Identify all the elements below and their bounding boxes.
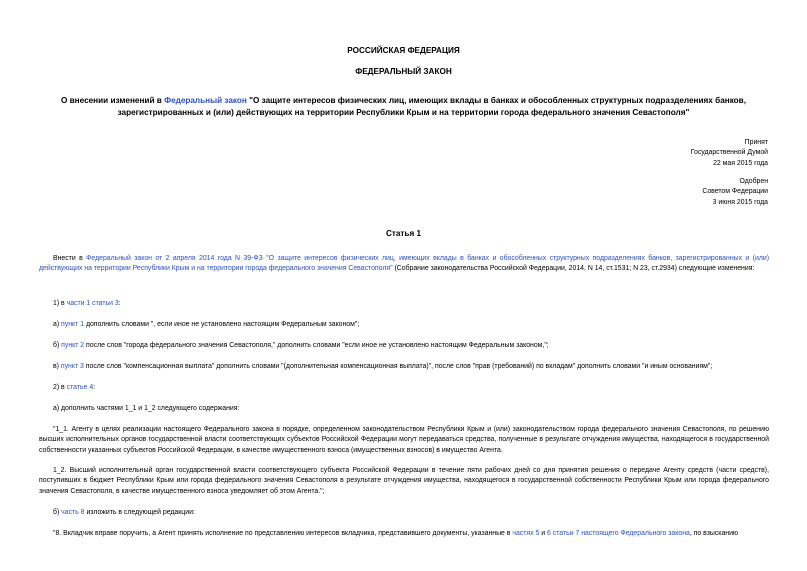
adopted-line2: Государственной Думой xyxy=(690,149,768,157)
article-heading: Статья 1 xyxy=(385,229,422,238)
approved-line1: Одобрен xyxy=(739,178,768,185)
item-1a-post: дополнить словами ", если иное не установлено настоящим Федеральным законом"; xyxy=(84,321,360,328)
intro-post: (Собрание законодательства Российской Федерации, 2014, N 14, ст.1531; N 23, ст.2934) следующие изменения: xyxy=(392,265,755,273)
paragraph-8 xyxy=(53,529,769,539)
item-2-pre: 2) в xyxy=(53,384,67,391)
paragraph-1-1: "1_1. Агенту в целях реализации настоящего Федерального закона в порядке, определенном законодательством Республики Крым и (или) законодательством города федерального значения Севастополя, по решению высших исполнительных органов государственной власти соответствующих субъектов Российской Федерации могут передаваться средства, полученные в результате отчуждения имущества, находящегося в государственной собственности указанных субъектов Российской Федерации, в качестве имущественного взноса (имущественных взносов) в имущество Агента. xyxy=(39,426,769,454)
p8-and: и xyxy=(539,530,548,537)
adopted-block xyxy=(568,138,768,169)
item-1c-link[interactable]: пункт 3 xyxy=(60,363,84,370)
intro-pre: Внести в xyxy=(53,255,87,262)
article-intro xyxy=(39,254,769,275)
item-2b-pre: б) xyxy=(53,509,62,516)
item-2b-link[interactable]: часть 8 xyxy=(61,509,85,516)
item-1-post: : xyxy=(118,300,121,307)
approved-line2: Советом Федерации xyxy=(702,188,768,196)
paragraph-1-2: 1_2. Высший исполнительный орган государственной власти соответствующего субъекта Российской Федерации в течение пяти рабочих дней со дня принятия решения о передаче Агенту средств (части средств), поступивших в бюджет Республики Крым или города федерального значения Севастополя в результате отчуждения имущества, находящегося в государственной собственности Республики Крым или города федерального значения Севастополя, в качестве имущественного взноса уведомляет об этом Агента."; xyxy=(39,467,769,495)
item-2 xyxy=(53,383,95,393)
title-prefix: О внесении изменений в xyxy=(61,96,165,105)
p8-post: , по взысканию xyxy=(689,530,739,537)
item-2-post: : xyxy=(93,384,96,391)
adopted-line3: 22 мая 2015 года xyxy=(713,159,768,167)
item-1b xyxy=(53,341,549,351)
item-1a-pre: а) xyxy=(53,321,62,328)
item-2b-post: изложить в следующей редакции: xyxy=(84,509,195,516)
approved-line3: 3 июня 2015 года xyxy=(712,198,768,206)
p8-link-parts[interactable]: частях 5 xyxy=(512,530,540,537)
item-1-link[interactable]: части 1 статьи 3 xyxy=(66,300,119,307)
item-1c-post: после слов "компенсационная выплата" дополнить словами "(дополнительная компенсационная выплата)", после слов "прав (требований) по вкладам" дополнить словами "и иным основаниям"; xyxy=(83,363,713,370)
title-rest: "О защите интересов физических лиц, имеющих вклады в банках и обособленных структурных подразделениях банков, зарегистрированных и (или) действующих на территории Республики Крым и на территории города федерального значения Севастополя" xyxy=(117,96,746,117)
item-2a: а) дополнить частями 1_1 и 1_2 следующего содержания: xyxy=(53,405,240,412)
item-1b-pre: б) xyxy=(53,342,62,349)
approved-block xyxy=(568,177,768,208)
adopted-line1: Принят xyxy=(744,139,768,146)
item-1b-post: после слов "города федерального значения Севастополя," дополнить словами "если иное не установлено настоящим Федеральным законом,"; xyxy=(84,342,549,349)
item-1c xyxy=(53,362,712,372)
item-1b-link[interactable]: пункт 2 xyxy=(61,342,85,349)
intro-law-link[interactable]: Федеральный закон от 2 апреля 2014 года N 39-ФЗ xyxy=(86,255,263,262)
item-2-link[interactable]: статье 4 xyxy=(66,384,94,391)
item-1c-pre: в) xyxy=(53,363,61,370)
doc-type-heading: ФЕДЕРАЛЬНЫЙ ЗАКОН xyxy=(355,67,452,76)
p8-pre: "8. Вкладчик вправе поручить, а Агент принять исполнение по представлению интересов вкладчика, представившего документы, указанные в xyxy=(53,530,513,537)
item-1-pre: 1) в xyxy=(53,300,67,307)
law-title xyxy=(40,95,767,119)
intro-law-title-link[interactable]: "О защите интересов физических лиц, имеющих вклады в банках и обособленных структурных подразделениях банков, зарегистрированных и (или) действующих на территории Республики Крым и на территории города федерального значения Севастополя" xyxy=(39,255,769,273)
p8-link-article[interactable]: 6 статьи 7 настоящего Федерального закона xyxy=(547,530,690,537)
country-heading: РОССИЙСКАЯ ФЕДЕРАЦИЯ xyxy=(347,46,460,55)
title-law-link[interactable]: Федеральный закон xyxy=(164,96,247,105)
item-1 xyxy=(53,299,121,309)
item-1a-link[interactable]: пункт 1 xyxy=(61,321,85,328)
item-1a xyxy=(53,320,359,330)
item-2b xyxy=(53,508,195,518)
